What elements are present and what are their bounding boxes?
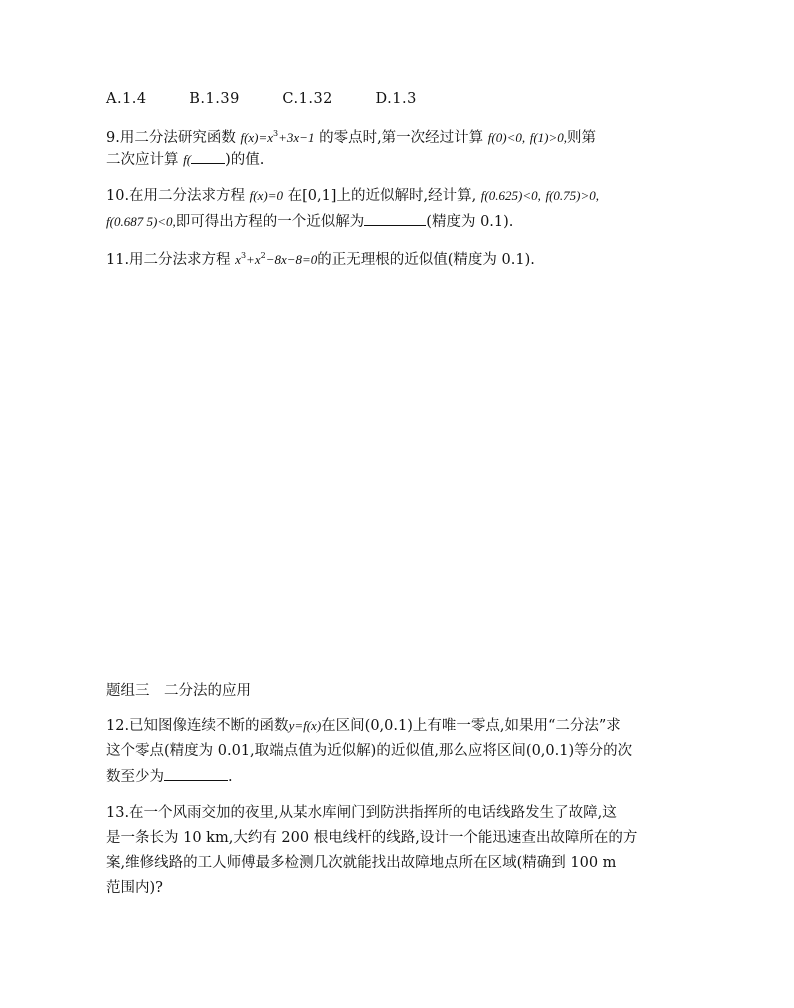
q13-line-2: 是一条长为 10 km,大约有 200 根电线杆的线路,设计一个能迅速查出故障所在的方 [106,830,638,846]
choice-c: C.1.32 [282,91,333,107]
q13-line-1: 13.在一个风雨交加的夜里,从某水库闸门到防洪指挥所的电话线路发生了故障,这 [106,805,617,821]
q10-line-1: 10.在用二分法求方程 f(x)=0 在[0,1]上的近似解时,经计算, f(0.625)<0, f(0.75)>0, [106,188,599,204]
q10-line-2: f(0.687 5)<0,即可得出方程的一个近似解为 (精度为 0.1). [106,211,513,232]
choice-b: B.1.39 [189,91,240,107]
answer-blank[interactable] [164,766,228,781]
answer-blank[interactable] [364,211,426,226]
q13-line-4: 范围内)? [106,880,163,896]
section-title: 题组三 二分法的应用 [106,683,251,699]
q12-line-1: 12.已知图像连续不断的函数y=f(x)在区间(0,0.1)上有唯一零点,如果用“二分法”求 [106,718,621,734]
choice-d: D.1.3 [375,91,417,107]
q12-line-3: 数至少为 . [106,766,233,787]
q13-line-3: 案,维修线路的工人师傅最多检测几次就能找出故障地点所在区域(精确到 100 m [106,855,617,871]
q9-line-2: 二次应计算 f( )的值. [106,149,264,170]
choice-a: A.1.4 [106,91,147,107]
q11-line: 11.用二分法求方程 $x^3+x^2-8x-8=0$的正无理根的近似值(精度为 0.1). [106,251,535,268]
q12-line-2: 这个零点(精度为 0.01,取端点值为近似解)的近似值,那么应将区间(0,0.1)等分的次 [106,743,633,759]
q9-line-1: 9.用二分法研究函数 $f(x)=x^3+3x-1$ 的零点时,第一次经过计算 f(0)<0, f(1)>0,则第 [106,129,596,146]
q8-choices [106,89,455,109]
answer-blank[interactable] [191,149,225,164]
